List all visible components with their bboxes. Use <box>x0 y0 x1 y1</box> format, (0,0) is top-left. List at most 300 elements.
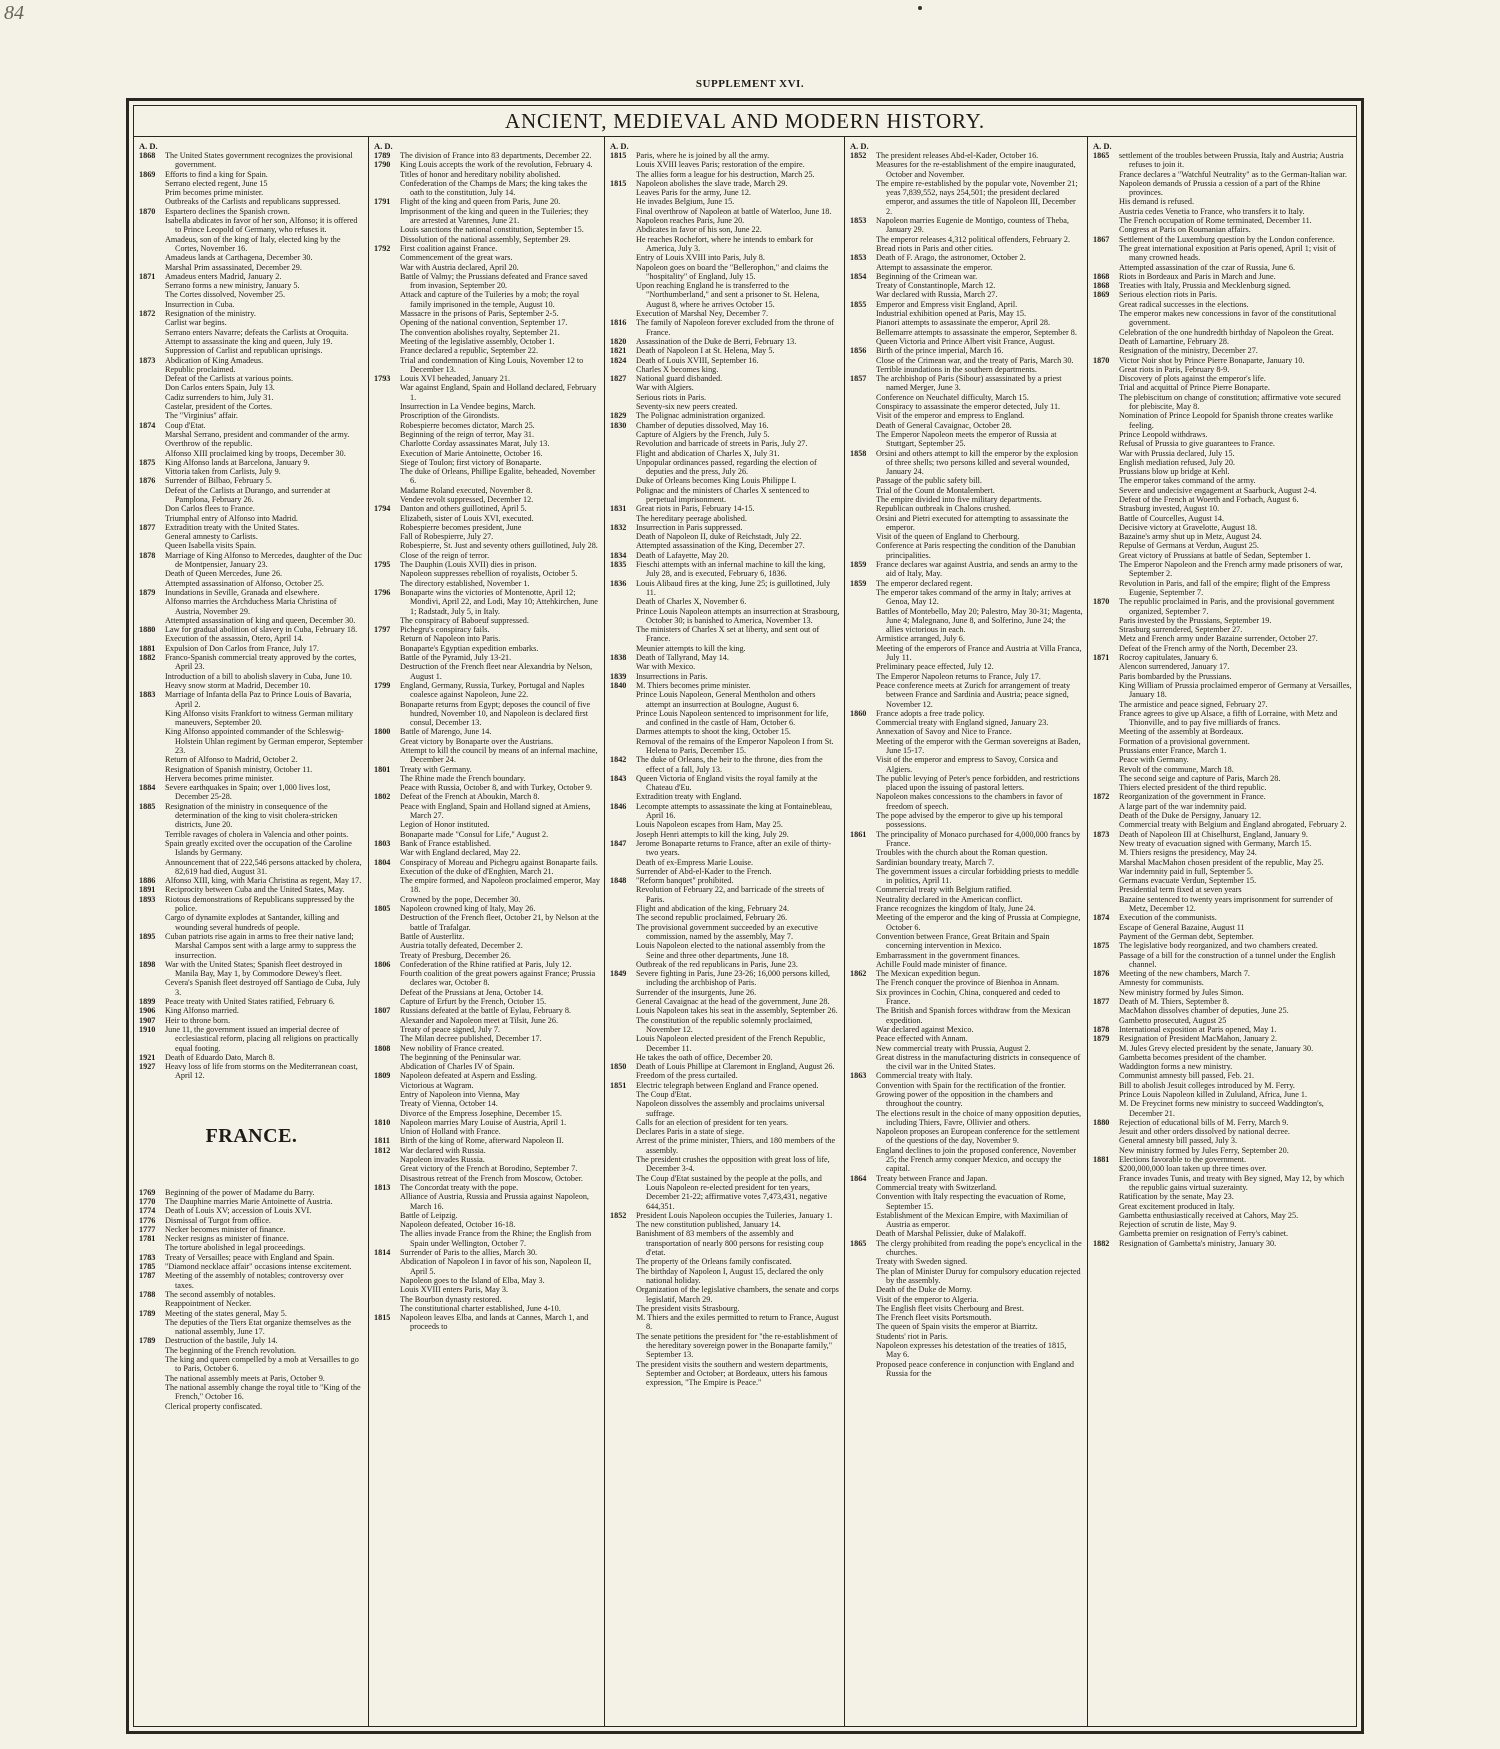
entry-text: War with Austria declared, April 20. <box>400 262 519 272</box>
entry-year <box>850 532 876 541</box>
history-entry <box>139 421 364 430</box>
entry-text: Extradition treaty with England. <box>636 792 742 802</box>
entry-text: General amnesty to Carlists. <box>165 532 258 542</box>
entry-text: War with England declared, May 22. <box>400 848 521 858</box>
history-entry <box>610 913 840 922</box>
entry-text: The Mexican expedition begun. <box>876 969 981 979</box>
history-entry <box>374 449 600 458</box>
history-entry <box>850 309 1083 318</box>
entry-text: England declines to join the proposed conference, November 25; the French army conquer Mexico, and occupy the capital. <box>876 1145 1077 1174</box>
history-entry <box>850 1322 1083 1331</box>
entry-text: Serious election riots in Paris. <box>1119 290 1218 300</box>
history-entry <box>139 383 364 392</box>
entry-text: The conspiracy of Baboeuf suppressed. <box>400 615 529 625</box>
history-entry <box>374 523 600 532</box>
entry-text: Napoleon makes concessions to the chambers in favor of freedom of speech. <box>876 792 1063 811</box>
history-entry <box>610 644 840 653</box>
history-entry <box>139 467 364 476</box>
history-entry <box>850 1295 1083 1304</box>
entry-text: War indemnity paid in full, September 5. <box>1119 866 1253 876</box>
history-entry <box>374 858 600 867</box>
history-entry <box>850 393 1083 402</box>
entry-text: Surrender of Abd-el-Kader to the French. <box>636 866 772 876</box>
entry-year <box>139 393 165 402</box>
entry-year <box>1093 1062 1119 1071</box>
entry-year <box>850 402 876 411</box>
entry-year <box>1093 170 1119 179</box>
entry-year <box>610 904 636 913</box>
entry-year <box>374 997 400 1006</box>
entry-year <box>139 263 165 272</box>
entry-year <box>139 532 165 541</box>
entry-text: Organization of the legislative chambers, the senate and corps legislatif, March 29. <box>636 1285 839 1304</box>
entry-text: Pichegru's conspiracy fails. <box>400 625 490 635</box>
entry-year <box>374 514 400 523</box>
entry-text: France recognizes the kingdom of Italy, June 24. <box>876 904 1036 914</box>
entry-year <box>374 783 400 792</box>
history-entry <box>1093 1192 1352 1201</box>
entry-text: Death of Tallyrand, May 14. <box>636 653 729 663</box>
entry-year <box>139 486 165 505</box>
entry-text: Imprisonment of the king and queen in the Tuileries; they are arrested at Varennes, June 21. <box>400 206 589 226</box>
entry-year <box>610 1071 636 1080</box>
history-entry <box>1093 1146 1352 1155</box>
entry-year <box>374 913 400 932</box>
entry-text: Embarrassment in the government finances. <box>876 950 1020 960</box>
history-entry <box>850 263 1083 272</box>
entry-year <box>850 1229 876 1238</box>
entry-year <box>850 792 876 811</box>
history-entry <box>610 1174 840 1211</box>
entry-year <box>610 430 636 439</box>
entry-text: The emperor takes command of the army. <box>1119 476 1256 486</box>
history-entry <box>374 411 600 420</box>
history-entry <box>1093 1136 1352 1145</box>
entry-year <box>374 411 400 420</box>
entry-text: Flight and abdication of Charles X, July 31. <box>636 448 780 458</box>
entry-text: The French occupation of Rome terminated, December 11. <box>1119 216 1312 226</box>
entry-year <box>139 1402 165 1411</box>
entry-text: Napoleon marries Mary Louise of Austria, April 1. <box>400 1117 567 1127</box>
entry-text: Louis Napoleon elected to the national assembly from the Seine and three other departments, June 18. <box>636 941 826 960</box>
entry-year <box>850 1006 876 1025</box>
entry-year <box>374 272 400 291</box>
entry-year <box>1093 560 1119 579</box>
entry-text: Peace with England, Spain and Holland signed at Amiens, March 27. <box>400 801 591 821</box>
history-entry <box>374 932 600 941</box>
entry-text: Bazaine's army shut up in Metz, August 24. <box>1119 532 1262 542</box>
entry-year <box>610 1220 636 1229</box>
entry-year <box>850 960 876 969</box>
history-entry <box>374 792 600 801</box>
history-entry <box>1093 700 1352 709</box>
history-entry <box>850 1313 1083 1322</box>
history-entry <box>1093 895 1352 914</box>
entry-year <box>610 792 636 801</box>
history-entry <box>610 356 840 365</box>
history-entry <box>1093 662 1352 671</box>
history-entry <box>374 1136 600 1145</box>
entry-year <box>374 737 400 746</box>
history-entry <box>139 783 364 802</box>
entry-year <box>374 235 400 244</box>
entry-year <box>139 755 165 764</box>
entry-year: 1891 <box>139 885 156 895</box>
entry-year: 1810 <box>374 1117 391 1127</box>
entry-year: 1881 <box>1093 1155 1110 1165</box>
history-entry <box>1093 365 1352 374</box>
entry-year: 1815 <box>610 151 627 160</box>
entry-text: The new constitution published, January 14. <box>636 1220 781 1230</box>
history-entry <box>850 1044 1083 1053</box>
history-entry <box>374 1220 600 1229</box>
history-entry <box>610 402 840 411</box>
entry-year: 1871 <box>139 271 156 281</box>
entry-text: The deputies of the Tiers Etat organize themselves as the national assembly, June 17. <box>165 1317 352 1337</box>
entry-text: Marriage of King Alfonso to Mercedes, daughter of the Duc de Montpensier, January 23. <box>165 550 362 570</box>
history-entry <box>610 179 840 188</box>
history-entry <box>850 737 1083 756</box>
entry-text: Seventy-six new peers created. <box>636 402 738 412</box>
entry-text: Metz and French army under Bazaine surrender, October 27. <box>1119 634 1318 644</box>
history-entry <box>139 802 364 830</box>
entry-year <box>1093 216 1119 225</box>
history-entry <box>610 867 840 876</box>
history-entry <box>850 1053 1083 1072</box>
history-entry <box>374 1295 600 1304</box>
entry-year <box>610 644 636 653</box>
entry-year <box>1093 328 1119 337</box>
entry-text: Death of Napoleon I at St. Helena, May 5. <box>636 346 775 356</box>
history-entry <box>610 1071 840 1080</box>
entry-text: Death of General Cavaignac, October 28. <box>876 420 1012 430</box>
history-entry <box>850 858 1083 867</box>
entry-year <box>1093 1099 1119 1118</box>
entry-year <box>850 634 876 643</box>
history-entry <box>374 867 600 876</box>
history-entry <box>139 430 364 439</box>
history-entry <box>850 662 1083 671</box>
entry-year: 1793 <box>374 374 391 384</box>
history-entry <box>1093 1229 1352 1238</box>
entry-text: Orsini and Pietri executed for attempting to assassinate the emperor. <box>876 513 1069 532</box>
entry-year <box>139 765 165 774</box>
entry-year <box>610 1053 636 1062</box>
history-entry <box>1093 495 1352 504</box>
history-entry <box>1093 1202 1352 1211</box>
entry-year: 1815 <box>610 178 627 188</box>
entry-text: The hereditary peerage abolished. <box>636 513 747 523</box>
history-entry <box>139 216 364 235</box>
history-entry <box>139 727 364 755</box>
entry-year <box>1093 1127 1119 1136</box>
entry-year <box>610 458 636 477</box>
entry-text: Louis XVIII enters Paris, May 3. <box>400 1285 509 1295</box>
entry-text: The national assembly change the royal title to "King of the French," October 16. <box>165 1382 361 1402</box>
entry-text: Joseph Henri attempts to kill the king, July 29. <box>636 829 789 839</box>
history-entry <box>1093 1118 1352 1127</box>
entry-year <box>1093 1220 1119 1229</box>
entry-text: Presidential term fixed at seven years <box>1119 885 1242 895</box>
entry-text: Revolt of the commune, March 18. <box>1119 764 1234 774</box>
history-entry <box>610 941 840 960</box>
entry-text: Jerome Bonaparte returns to France, after an exile of thirty-two years. <box>636 838 832 858</box>
entry-text: Battle of the Pyramid, July 13-21. <box>400 653 512 663</box>
entry-text: Napoleon abolishes the slave trade, March 29. <box>636 178 788 188</box>
history-entry <box>850 272 1083 281</box>
entry-year <box>1093 895 1119 914</box>
entry-year <box>374 179 400 198</box>
entry-text: Terrible ravages of cholera in Valencia and other points. <box>165 829 349 839</box>
entry-text: Escape of General Bazaine, August 11 <box>1119 922 1245 932</box>
entry-text: Serrano elected regent, June 15 <box>165 178 268 188</box>
history-entry <box>850 1174 1083 1183</box>
entry-year <box>1093 365 1119 374</box>
entry-year <box>139 1299 165 1308</box>
entry-year <box>374 1109 400 1118</box>
entry-text: Death of Louis Phillipe at Claremont in England, August 26. <box>636 1062 835 1072</box>
history-entry <box>139 532 364 541</box>
entry-text: Trial and acquittal of Prince Pierre Bonaparte. <box>1119 383 1270 393</box>
entry-text: King Louis accepts the work of the revolution, February 4. <box>400 160 593 170</box>
history-entry <box>610 1062 840 1071</box>
history-entry <box>610 337 840 346</box>
entry-text: "Reform banquet" prohibited. <box>636 876 734 886</box>
entry-text: Death of Marshal Pelissier, duke of Malakoff. <box>876 1229 1027 1239</box>
history-entry <box>139 885 364 894</box>
entry-text: Extradition treaty with the United States. <box>165 522 300 532</box>
entry-text: Revolution in Paris, and fall of the empire; flight of the Empress Eugenie, September 7. <box>1119 578 1331 597</box>
history-entry <box>139 458 364 467</box>
entry-year <box>139 253 165 262</box>
entry-text: Napoleon dissolves the assembly and proclaims universal suffrage. <box>636 1099 825 1118</box>
entry-text: Dissolution of the national assembly, September 29. <box>400 234 571 244</box>
history-entry <box>1093 830 1352 839</box>
history-entry <box>610 421 840 430</box>
history-entry <box>610 1285 840 1304</box>
entry-year <box>139 337 165 346</box>
entry-year <box>374 820 400 829</box>
history-entry <box>1093 1127 1352 1136</box>
entry-year <box>1093 514 1119 523</box>
history-entry <box>139 597 364 616</box>
entry-year <box>1093 727 1119 736</box>
history-entry <box>1093 644 1352 653</box>
entry-year <box>374 634 400 643</box>
history-entry <box>374 1248 600 1257</box>
entry-text: Ratification by the senate, May 23. <box>1119 1192 1234 1202</box>
entry-text: Isabella abdicates in favor of her son, Alfonso; it is offered to Prince Leopold of Germany, who refuses it. <box>165 216 358 235</box>
entry-year <box>1093 662 1119 671</box>
entry-year <box>610 607 636 626</box>
entry-year <box>850 504 876 513</box>
history-entry <box>610 1332 840 1360</box>
entry-text: M. Thiers becomes prime minister. <box>636 680 751 690</box>
entry-text: Treaty of Constantinople, March 12. <box>876 281 996 291</box>
entry-text: Fourth coalition of the great powers against France; Prussia declares war, October 8. <box>400 969 596 988</box>
entry-text: Charles X becomes king. <box>636 364 719 374</box>
history-entry <box>139 1206 364 1215</box>
history-entry <box>850 960 1083 969</box>
history-entry <box>374 272 600 291</box>
entry-year <box>850 1304 876 1313</box>
entry-text: Louis Napoleon escapes from Ham, May 25. <box>636 820 783 830</box>
entry-year <box>1093 449 1119 458</box>
history-entry <box>374 895 600 904</box>
entry-text: Final overthrow of Napoleon at battle of Waterloo, June 18. <box>636 206 832 216</box>
entry-text: Commencement of the great wars. <box>400 253 513 263</box>
entry-year: 1858 <box>850 448 867 458</box>
history-entry <box>610 997 840 1006</box>
entry-year: 1906 <box>139 1006 156 1016</box>
entry-year <box>850 365 876 374</box>
entry-year: 1880 <box>139 625 156 635</box>
entry-text: Conference at Paris respecting the condition of the Danubian principalities. <box>876 541 1076 560</box>
entry-text: Revolution and barricade of streets in Paris, July 27. <box>636 439 808 449</box>
history-entry <box>139 1290 364 1299</box>
entry-text: Prussians blow up bridge at Kehl. <box>1119 467 1230 477</box>
history-entry <box>374 644 600 653</box>
entry-year: 1827 <box>610 374 627 384</box>
entry-year: 1868 <box>139 151 156 160</box>
entry-text: Execution of Marshal Ney, December 7. <box>636 309 769 319</box>
entry-text: Defeat of the Carlists at Durango, and surrender at Pamplona, February 26. <box>165 485 331 504</box>
history-entry <box>139 1016 364 1025</box>
entry-text: Revolution of February 22, and barricade of the streets of Paris. <box>636 885 825 904</box>
entry-year <box>850 588 876 607</box>
entry-year: 1847 <box>610 838 627 848</box>
history-entry <box>1093 792 1352 801</box>
history-entry <box>850 1127 1083 1146</box>
entry-year <box>139 616 165 625</box>
entry-year <box>139 774 165 783</box>
history-entry <box>139 830 364 839</box>
entry-text: Surrender of Bilbao, February 5. <box>165 476 272 486</box>
entry-text: The United States government recognizes the provisional government. <box>165 151 353 170</box>
entry-text: France agrees to give up Alsace, a fifth of Lorraine, with Metz and Thionville, and to pay five milliards of francs. <box>1119 708 1338 728</box>
entry-year: 1811 <box>374 1136 390 1146</box>
entry-text: Meeting of the legislative assembly, October 1. <box>400 336 555 346</box>
entry-text: Settlement of the Luxemburg question by the London conference. <box>1119 234 1335 244</box>
history-entry <box>374 504 600 513</box>
history-entry <box>850 1025 1083 1034</box>
entry-text: The armistice and peace signed, February 27. <box>1119 699 1268 709</box>
entry-year <box>1093 1006 1119 1015</box>
entry-text: Payment of the German debt, September. <box>1119 931 1254 941</box>
entry-year <box>1093 876 1119 885</box>
entry-text: Attempt to kill the council by means of an infernal machine, December 24. <box>400 746 598 765</box>
entry-text: Prince Louis Napoleon attempts an insurrection at Strasbourg, October 30; is banished to America, November 13. <box>636 606 840 625</box>
entry-text: Attempt to assassinate the king and queen, July 19. <box>165 336 333 346</box>
entry-year <box>850 290 876 299</box>
entry-text: Neutrality declared in the American conflict. <box>876 894 1023 904</box>
history-entry <box>610 207 840 216</box>
entry-text: Visit of the emperor and empress to Savoy, Corsica and Algiers. <box>876 755 1058 774</box>
entry-year <box>850 1211 876 1230</box>
entry-text: Napoleon expresses his detestation of the treaties of 1815, May 6. <box>876 1341 1067 1360</box>
entry-year <box>1093 1071 1119 1080</box>
entry-text: Heir to throne born. <box>165 1015 231 1025</box>
entry-text: The division of France into 83 departments, December 22. <box>400 151 592 160</box>
entry-year <box>1093 681 1119 700</box>
entry-text: Coup d'Etat. <box>165 420 206 430</box>
entry-year <box>850 337 876 346</box>
ad-label: A. D. <box>1093 141 1112 151</box>
history-entry <box>610 216 840 225</box>
history-entry <box>374 820 600 829</box>
entry-text: Paris bombarded by the Prussians. <box>1119 671 1232 681</box>
entry-year <box>374 523 400 532</box>
history-entry <box>610 1313 840 1332</box>
entry-text: M. Thiers resigns the presidency, May 24. <box>1119 848 1257 858</box>
entry-text: War declared with Russia. <box>400 1145 486 1155</box>
entry-text: Marshal Prim assassinated, December 29. <box>165 262 302 272</box>
entry-year <box>139 328 165 337</box>
entry-text: The Coup d'Etat. <box>636 1089 692 1099</box>
entry-year <box>850 1183 876 1192</box>
entry-year: 1852 <box>850 151 867 160</box>
entry-text: Establishment of the Mexican Empire, with Maximilian of Austria as emperor. <box>876 1210 1068 1230</box>
entry-year <box>1093 625 1119 634</box>
entry-year <box>139 235 165 254</box>
entry-year <box>374 1220 400 1229</box>
entry-year <box>374 662 400 681</box>
history-entry <box>374 532 600 541</box>
entry-year: 1921 <box>139 1052 156 1062</box>
entry-text: Convention with Italy respecting the evacuation of Rome, September 15. <box>876 1192 1066 1211</box>
entry-text: The archbishop of Paris (Sibour) assassinated by a priest named Merger, June 3. <box>876 374 1062 393</box>
entry-text: National guard disbanded. <box>636 374 723 384</box>
entry-text: Napoleon marries Eugenie de Montigo, countess of Theba, January 29. <box>876 216 1069 235</box>
history-entry <box>139 1318 364 1337</box>
history-entry <box>850 495 1083 504</box>
history-entry <box>1093 746 1352 755</box>
history-entry <box>1093 551 1352 560</box>
entry-text: Republic proclaimed. <box>165 364 236 374</box>
entry-text: The Emperor Napoleon and the French army made prisoners of war, September 2. <box>1119 560 1343 579</box>
entry-year <box>374 430 400 439</box>
entry-year <box>374 1211 400 1220</box>
entry-text: Riotous demonstrations of Republicans suppressed by the police. <box>165 894 355 914</box>
entry-year <box>1093 811 1119 820</box>
entry-year <box>1093 197 1119 206</box>
entry-text: Death of ex-Empress Marie Louise. <box>636 857 754 867</box>
history-entry <box>139 365 364 374</box>
entry-text: The emperor takes command of the army in Italy; arrives at Genoa, May 12. <box>876 587 1072 607</box>
entry-year: 1883 <box>139 690 156 700</box>
entry-year <box>850 328 876 337</box>
history-entry <box>139 634 364 643</box>
history-entry <box>139 541 364 550</box>
history-entry <box>610 197 840 206</box>
entry-text: Armistice arranged, July 6. <box>876 634 965 644</box>
history-entry <box>610 225 840 234</box>
entry-text: Execution of Marie Antoinette, October 16. <box>400 448 543 458</box>
history-entry <box>139 895 364 914</box>
entry-year <box>610 1304 636 1313</box>
entry-text: Great excitement produced in Italy. <box>1119 1201 1235 1211</box>
entry-year <box>850 244 876 253</box>
entry-text: Serrano enters Navarre; defeats the Carlists at Oroquita. <box>165 327 349 337</box>
entry-text: Heavy loss of life from storms on the Mediterranean coast, April 12. <box>165 1062 358 1081</box>
entry-year <box>374 449 400 458</box>
history-entry <box>1093 913 1352 922</box>
history-entry <box>850 346 1083 355</box>
history-entry <box>610 858 840 867</box>
entry-text: Achille Fould made minister of finance. <box>876 959 1007 969</box>
entry-text: Serious riots in Paris. <box>636 392 707 402</box>
entry-year: 1769 <box>139 1187 156 1197</box>
